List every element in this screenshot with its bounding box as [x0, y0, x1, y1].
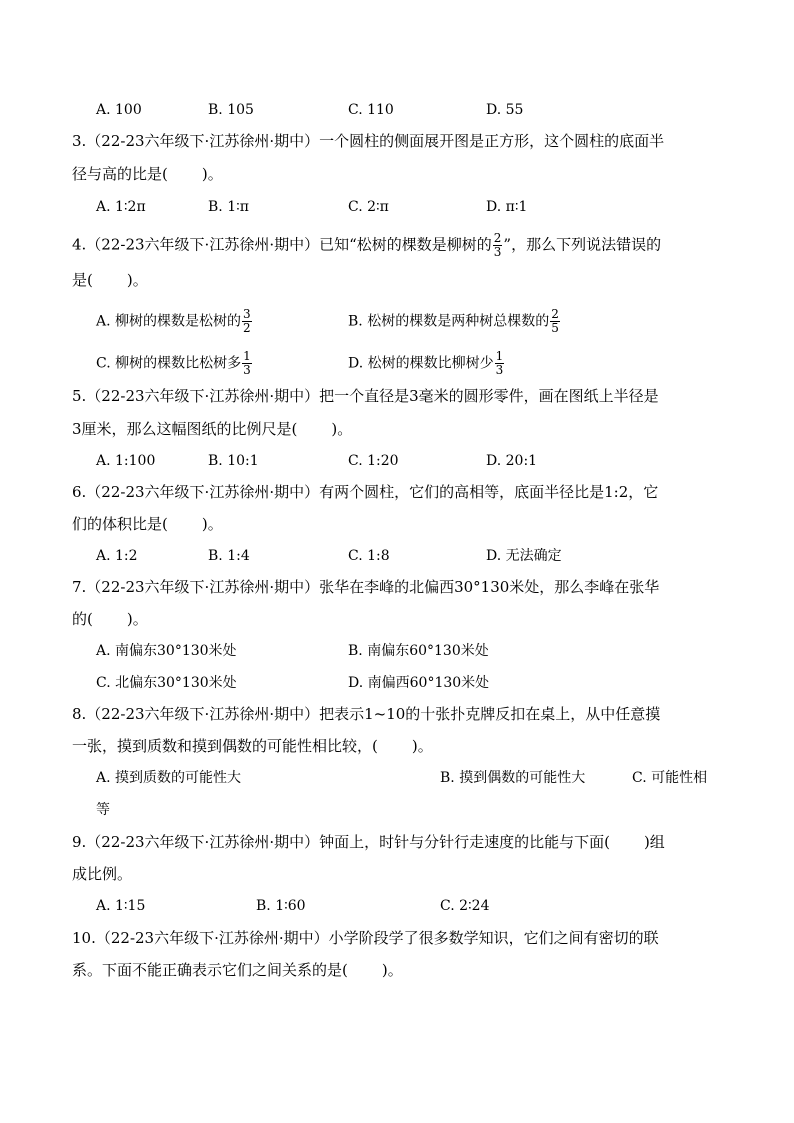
q8-option-c-continued: 等: [96, 802, 110, 818]
q4-fraction: $\frac{2}{3}$: [493, 231, 502, 259]
q10-stem-line2: 系。下面不能正确表示它们之间关系的是( )。: [72, 961, 403, 979]
q6-stem-line2: 们的体积比是( )。: [72, 515, 223, 533]
q9-option-b: B. 1∶60: [256, 898, 306, 914]
q4-stem-line1: 4.（22-23六年级下·江苏徐州·期中）已知“松树的棵数是柳树的 $\frac{2}{3}$ ”，那么下列说法错误的: [72, 231, 662, 259]
q3-option-c: C. 2∶π: [348, 199, 389, 215]
q3-stem-line2: 径与高的比是( )。: [72, 165, 223, 183]
q9-stem-line2: 成比例。: [72, 865, 133, 883]
q7-option-d: D. 南偏西60°130米处: [348, 675, 490, 691]
q6-stem-line1: 6.（22-23六年级下·江苏徐州·期中）有两个圆柱，它们的高相等，底面半径比是1:2，它: [72, 483, 659, 501]
q2-option-a: A. 100: [96, 102, 142, 118]
q3-option-a: A. 1∶2π: [96, 199, 146, 215]
q5-option-d: D. 20:1: [486, 453, 538, 469]
q4-option-b: B. 松树的棵数是两种树总棵数的 $\frac{2}{5}$: [348, 307, 559, 335]
q7-stem-line2: 的( )。: [72, 610, 148, 628]
q10-stem-line1: 10.（22-23六年级下·江苏徐州·期中）小学阶段学了很多数学知识，它们之间有密切的联: [72, 929, 659, 947]
q6-option-a: A. 1:2: [96, 548, 138, 564]
q7-option-a: A. 南偏东30°130米处: [96, 643, 237, 659]
q3-option-b: B. 1∶π: [208, 199, 249, 215]
q3-stem-line1: 3.（22-23六年级下·江苏徐州·期中）一个圆柱的侧面展开图是正方形，这个圆柱的底面半: [72, 132, 665, 150]
q9-stem-line1: 9.（22-23六年级下·江苏徐州·期中）钟面上，时针与分针行走速度的比能与下面( )组: [72, 833, 665, 851]
q8-option-a: A. 摸到质数的可能性大: [96, 770, 242, 786]
q7-option-b: B. 南偏东60°130米处: [348, 643, 489, 659]
q4-option-c: C. 柳树的棵数比松树多 $\frac{1}{3}$: [96, 349, 251, 377]
q9-option-c: C. 2∶24: [440, 898, 490, 914]
q4-option-d: D. 松树的棵数比柳树少 $\frac{1}{3}$: [348, 349, 504, 377]
q6-option-c: C. 1:8: [348, 548, 390, 564]
q5-option-b: B. 10:1: [208, 453, 259, 469]
q9-option-a: A. 1∶15: [96, 898, 146, 914]
q5-option-c: C. 1:20: [348, 453, 399, 469]
q8-stem-line1: 8.（22-23六年级下·江苏徐州·期中）把表示1~10的十张扑克牌反扣在桌上，从中任意摸: [72, 705, 661, 723]
q4-stem-line2: 是( )。: [72, 271, 148, 289]
q6-option-d: D. 无法确定: [486, 548, 562, 564]
q5-stem-line1: 5.（22-23六年级下·江苏徐州·期中）把一个直径是3毫米的圆形零件，画在图纸上半径是: [72, 387, 659, 405]
q8-stem-line2: 一张，摸到质数和摸到偶数的可能性相比较，( )。: [72, 737, 433, 755]
q6-option-b: B. 1:4: [208, 548, 250, 564]
q2-option-d: D. 55: [486, 102, 524, 118]
q8-option-c: C. 可能性相: [632, 770, 708, 786]
q2-option-c: C. 110: [348, 102, 394, 118]
q7-stem-line1: 7.（22-23六年级下·江苏徐州·期中）张华在李峰的北偏西30°130米处，那么李峰在张华: [72, 578, 660, 596]
q3-option-d: D. π∶1: [486, 199, 528, 215]
q5-option-a: A. 1:100: [96, 453, 156, 469]
q7-option-c: C. 北偏东30°130米处: [96, 675, 237, 691]
q4-option-a: A. 柳树的棵数是松树的 $\frac{3}{2}$: [96, 307, 251, 335]
q8-option-b: B. 摸到偶数的可能性大: [440, 770, 586, 786]
q5-stem-line2: 3厘米，那么这幅图纸的比例尺是( )。: [72, 420, 353, 438]
q2-option-b: B. 105: [208, 102, 254, 118]
